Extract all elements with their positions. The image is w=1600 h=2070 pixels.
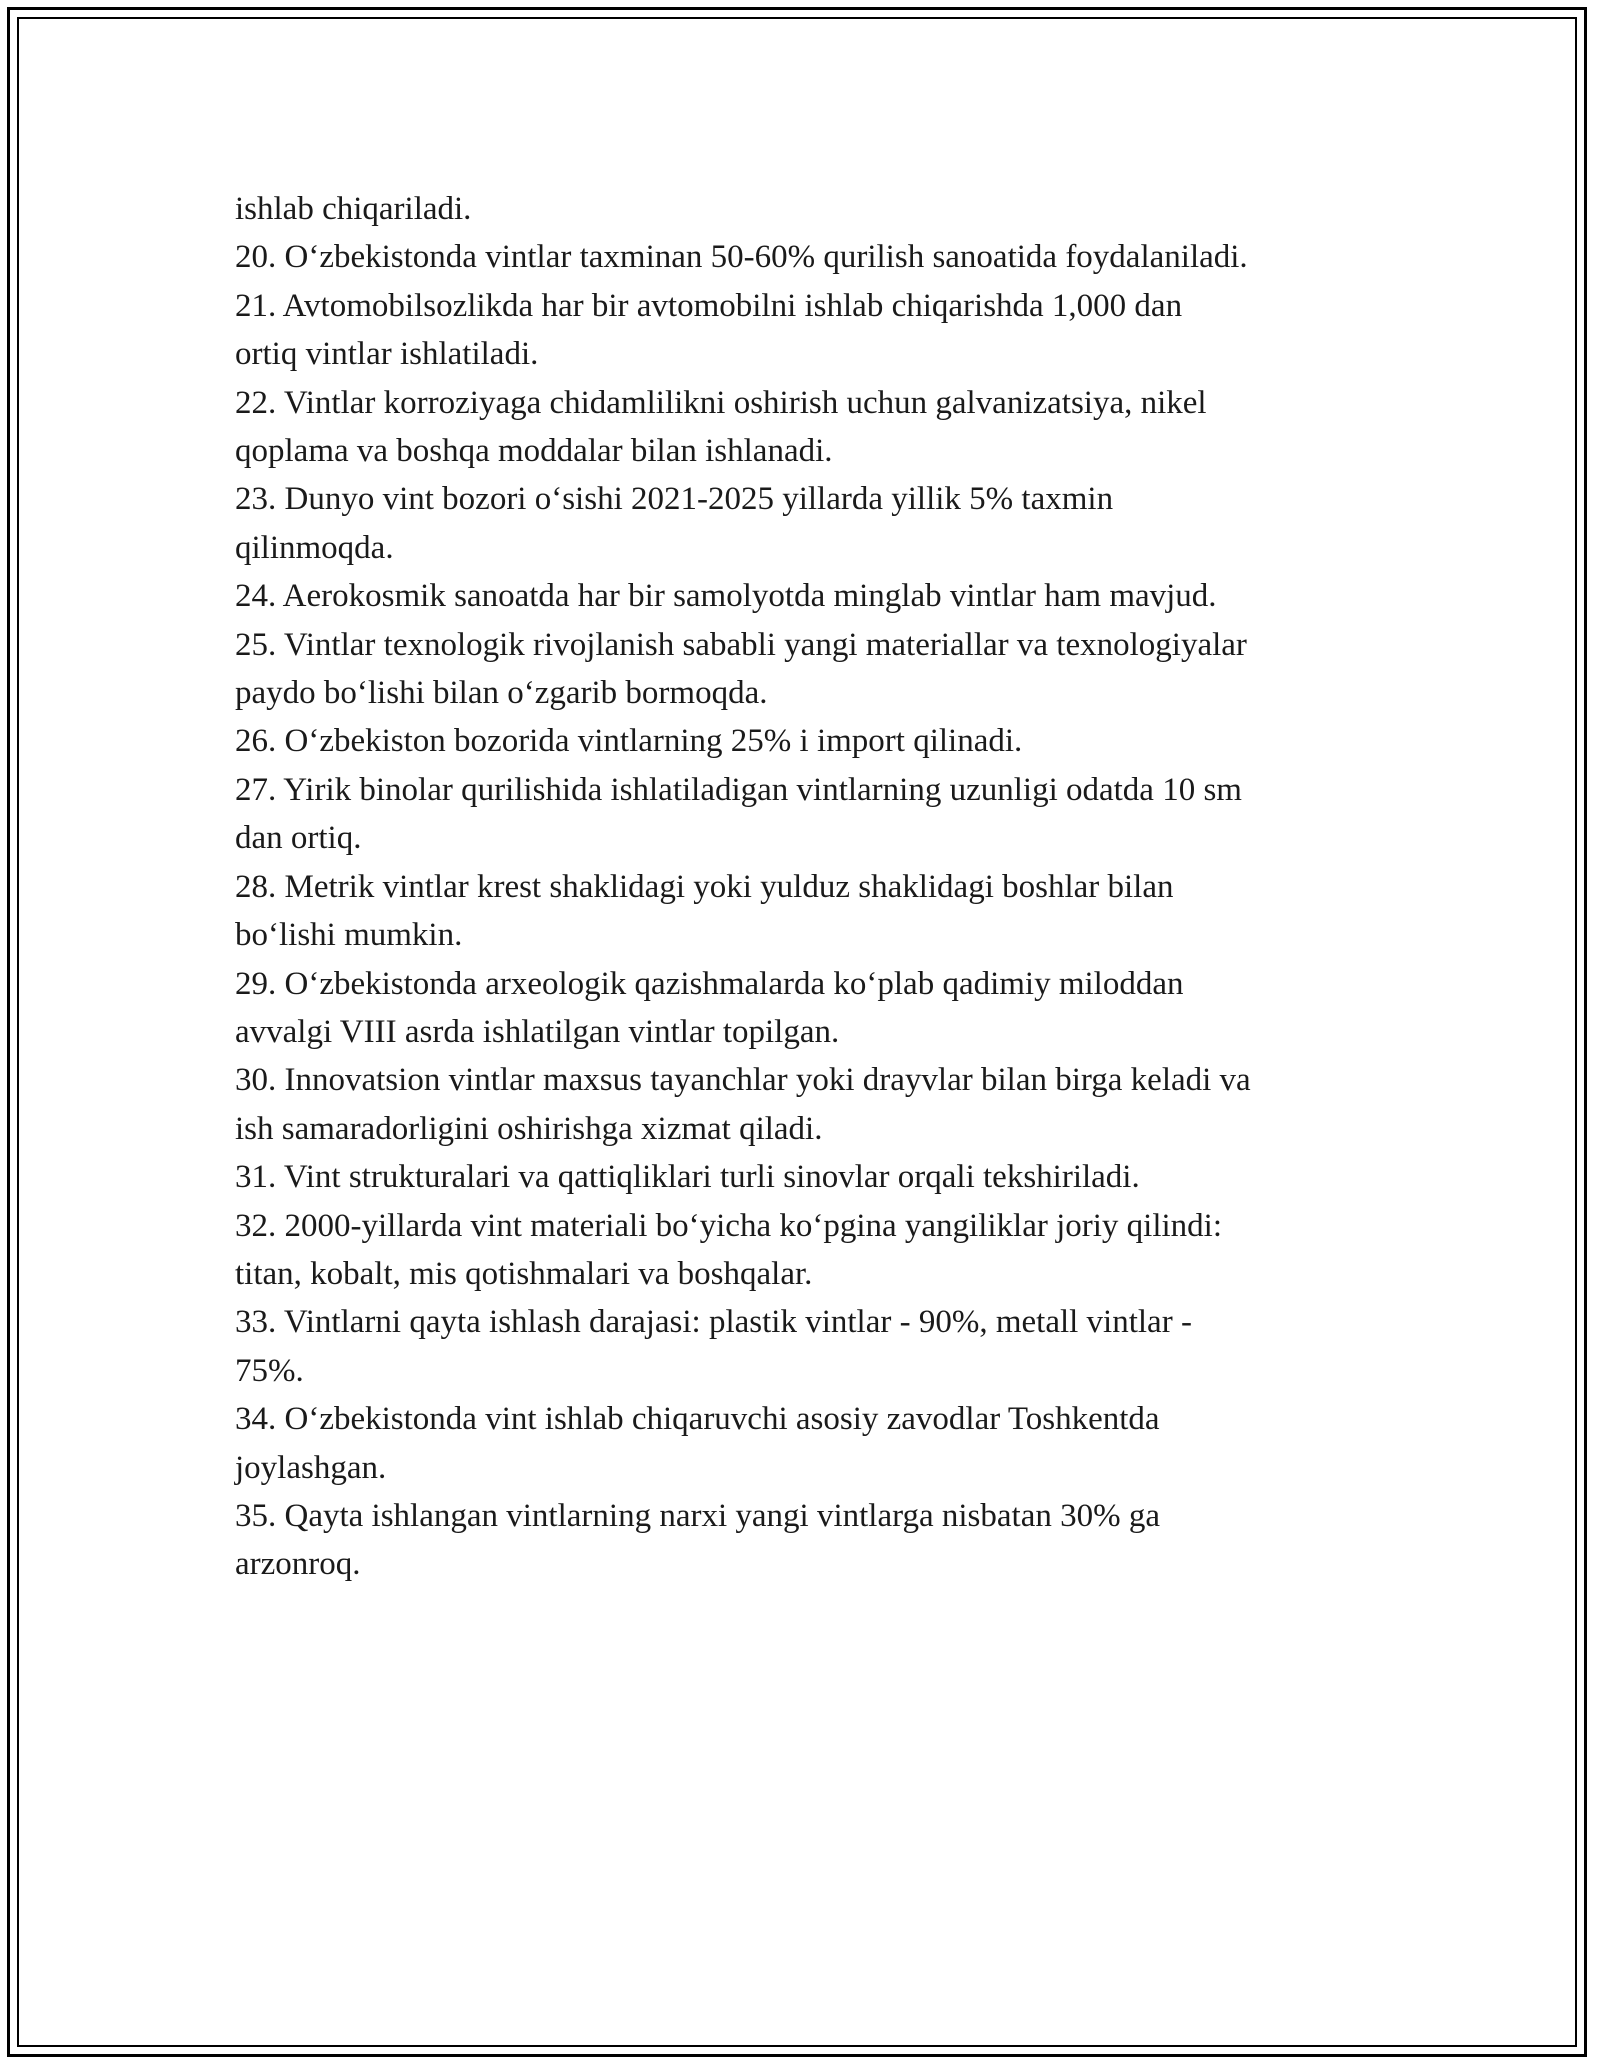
fact-30: 30. Innovatsion vintlar maxsus tayanchlar yoki drayvlar bilan birga keladi va: [235, 1062, 1251, 1099]
fact-27-continued: dan ortiq.: [235, 820, 362, 857]
fact-28: 28. Metrik vintlar krest shaklidagi yoki yulduz shaklidagi boshlar bilan: [235, 868, 1174, 905]
fact-30-continued: ish samaradorligini oshirishga xizmat qiladi.: [235, 1110, 823, 1147]
fact-34: 34. Oʻzbekistonda vint ishlab chiqaruvchi asosiy zavodlar Toshkentda: [235, 1401, 1160, 1438]
fact-25-continued: paydo boʻlishi bilan oʻzgarib bormoqda.: [235, 675, 768, 712]
document-body: [235, 185, 1400, 1589]
fact-32: 32. 2000-yillarda vint materiali boʻyicha koʻpgina yangiliklar joriy qilindi:: [235, 1207, 1223, 1244]
fact-27: 27. Yirik binolar qurilishida ishlatiladigan vintlarning uzunligi odatda 10 sm: [235, 771, 1242, 808]
fact-34-continued: joylashgan.: [235, 1449, 387, 1486]
fact-22-continued: qoplama va boshqa moddalar bilan ishlanadi.: [235, 433, 833, 470]
fact-23-continued: qilinmoqda.: [235, 529, 394, 566]
fact-29-continued: avvalgi VIII asrda ishlatilgan vintlar topilgan.: [235, 1013, 840, 1050]
fact-22: 22. Vintlar korroziyaga chidamlilikni oshirish uchun galvanizatsiya, nikel: [235, 384, 1207, 421]
fact-21: 21. Avtomobilsozlikda har bir avtomobilni ishlab chiqarishda 1,000 dan: [235, 287, 1183, 324]
fact-33-continued: 75%.: [235, 1352, 304, 1389]
fact-32-continued: titan, kobalt, mis qotishmalari va boshqalar.: [235, 1255, 813, 1292]
fact-33: 33. Vintlarni qayta ishlash darajasi: plastik vintlar - 90%, metall vintlar -: [235, 1304, 1192, 1341]
fact-25: 25. Vintlar texnologik rivojlanish sababli yangi materiallar va texnologiyalar: [235, 626, 1247, 663]
fact-29: 29. Oʻzbekistonda arxeologik qazishmalarda koʻplab qadimiy miloddan: [235, 965, 1184, 1002]
fact-28-continued: boʻlishi mumkin.: [235, 917, 463, 954]
fact-21-continued: ortiq vintlar ishlatiladi.: [235, 336, 539, 373]
fact-24: 24. Aerokosmik sanoatda har bir samolyotda minglab vintlar ham mavjud.: [235, 578, 1217, 615]
fact-35: 35. Qayta ishlangan vintlarning narxi yangi vintlarga nisbatan 30% ga: [235, 1497, 1160, 1534]
fact-20: 20. Oʻzbekistonda vintlar taxminan 50-60% qurilish sanoatida foydalaniladi.: [235, 239, 1248, 276]
fact-26: 26. Oʻzbekiston bozorida vintlarning 25% i import qilinadi.: [235, 723, 1023, 760]
text-line-continuation: ishlab chiqariladi.: [235, 191, 472, 227]
fact-23: 23. Dunyo vint bozori oʻsishi 2021-2025 yillarda yillik 5% taxmin: [235, 481, 1114, 518]
fact-31: 31. Vint strukturalari va qattiqliklari turli sinovlar orqali tekshiriladi.: [235, 1159, 1140, 1196]
fact-35-continued: arzonroq.: [235, 1546, 361, 1583]
